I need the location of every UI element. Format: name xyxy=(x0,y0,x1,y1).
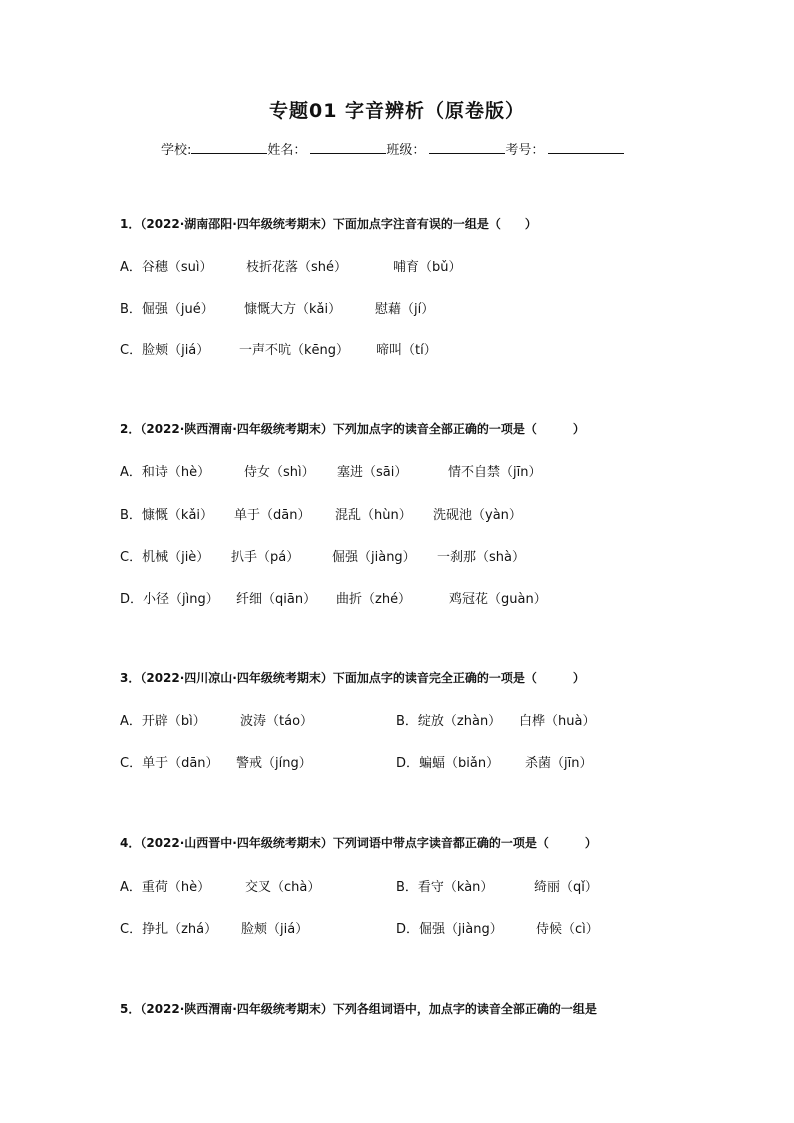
option-text: 倔强（jiàng） xyxy=(332,550,416,565)
option-text: B．看守（kàn） xyxy=(396,880,494,895)
option-text: 侍女（shì） xyxy=(244,465,315,480)
option-text: 曲折（zhé） xyxy=(336,592,412,607)
option-text: 洗砚池（yàn） xyxy=(433,508,522,523)
option-text: 杀菌（jīn） xyxy=(525,756,593,771)
option-text: 慷慨大方（kǎi） xyxy=(244,302,342,317)
option-text: A．谷穗（suì） xyxy=(120,260,213,275)
option-text: 哺育（bǔ） xyxy=(393,260,462,275)
name-blank[interactable] xyxy=(310,139,386,154)
question-5-stem: 5．（2022·陕西渭南·四年级统考期末）下列各组词语中，加点字的读音全部正确的一组是 xyxy=(120,1002,597,1016)
option-text: B．绽放（zhàn） xyxy=(396,714,502,729)
option-text: 侍候（cì） xyxy=(536,922,599,937)
option-text: 纤细（qiān） xyxy=(236,592,317,607)
option-text: 混乱（hùn） xyxy=(335,508,412,523)
option-text: D．蝙蝠（biǎn） xyxy=(396,756,500,771)
option-text: 啼叫（tí） xyxy=(376,343,437,358)
option-text: 绮丽（qǐ） xyxy=(534,880,598,895)
option-text: A．重荷（hè） xyxy=(120,880,211,895)
option-text: A．开辟（bì） xyxy=(120,714,206,729)
option-text: 扒手（pá） xyxy=(231,550,300,565)
option-text: C．脸颊（jiá） xyxy=(120,343,210,358)
option-text: 枝折花落（shé） xyxy=(246,260,348,275)
option-text: 单于（dān） xyxy=(234,508,311,523)
option-text: A．和诗（hè） xyxy=(120,465,211,480)
question-4-stem: 4．（2022·山西晋中·四年级统考期末）下列词语中带点字读音都正确的一项是（ ） xyxy=(120,836,597,850)
option-text: 塞进（sāi） xyxy=(337,465,408,480)
option-text: 交叉（chà） xyxy=(245,880,321,895)
school-label: 学校: xyxy=(161,143,192,158)
question-2-stem: 2．（2022·陕西渭南·四年级统考期末）下列加点字的读音全部正确的一项是（ ） xyxy=(120,422,585,436)
option-text: 一声不吭（kēng） xyxy=(239,343,350,358)
option-text: 鸡冠花（guàn） xyxy=(449,592,547,607)
option-text: 波涛（táo） xyxy=(240,714,314,729)
option-text: B．慷慨（kǎi） xyxy=(120,508,214,523)
option-text: C．挣扎（zhá） xyxy=(120,922,218,937)
question-3-stem: 3．（2022·四川凉山·四年级统考期末）下面加点字的读音完全正确的一项是（ ） xyxy=(120,671,585,685)
option-text: 一刹那（shà） xyxy=(437,550,525,565)
class-label: 班级： xyxy=(386,143,426,158)
option-text: D．小径（jìng） xyxy=(120,592,219,607)
number-label: 考号： xyxy=(505,143,545,158)
class-blank[interactable] xyxy=(429,139,505,154)
number-blank[interactable] xyxy=(548,139,624,154)
option-text: C．机械（jiè） xyxy=(120,550,210,565)
option-text: 脸颊（jiá） xyxy=(241,922,309,937)
option-text: 情不自禁（jīn） xyxy=(448,465,542,480)
option-text: 白桦（huà） xyxy=(519,714,596,729)
option-text: 慰藉（jí） xyxy=(375,302,435,317)
option-text: 警戒（jíng） xyxy=(236,756,312,771)
option-text: C．单于（dān） xyxy=(120,756,219,771)
school-blank[interactable] xyxy=(191,139,267,154)
page-title: 专题01 字音辨析（原卷版） xyxy=(268,100,526,122)
name-label: 姓名： xyxy=(267,143,307,158)
question-1-stem: 1．（2022·湖南邵阳·四年级统考期末）下面加点字注音有误的一组是（ ） xyxy=(120,217,537,231)
option-text: B．倔强（jué） xyxy=(120,302,214,317)
student-info-row xyxy=(161,139,624,158)
option-text: D．倔强（jiàng） xyxy=(396,922,503,937)
